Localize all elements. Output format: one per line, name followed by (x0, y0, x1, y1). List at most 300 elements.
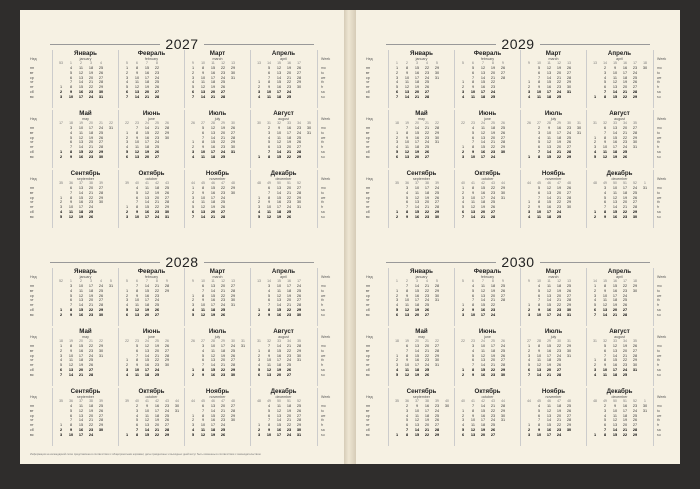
day-cell: 19 (78, 214, 84, 219)
day-cell: 18 (144, 145, 150, 150)
week-number: 42 (481, 181, 485, 185)
day-cell: 7 (267, 75, 271, 80)
day-cell: 31 (164, 214, 170, 219)
week-number: 4 (426, 61, 428, 65)
week-number: 16 (287, 279, 291, 283)
day-cell: 15 (276, 348, 282, 353)
day-cell: 14 (276, 75, 282, 80)
day-cell: 28 (622, 312, 628, 317)
weekday-label-en: th (321, 80, 324, 85)
week-number: 10 (201, 279, 205, 283)
day-cell: 5 (257, 214, 261, 219)
day-cell: 12 (602, 154, 608, 159)
week-number: 38 (89, 181, 93, 185)
day-cell: 21 (210, 214, 216, 219)
day-cell: 26 (566, 408, 572, 413)
weekday-label: ср (30, 75, 34, 80)
day-cell: 20 (556, 190, 562, 195)
weekday-label: сб (30, 428, 34, 432)
month-name-en: january (415, 274, 428, 279)
day-cell: 5 (125, 308, 129, 312)
week-number: 23 (471, 339, 475, 343)
month-march (184, 268, 250, 326)
day-cell: 7 (405, 428, 409, 432)
day-cell: 14 (200, 94, 206, 99)
day-cell: 20 (424, 423, 430, 428)
day-cell: 10 (200, 423, 206, 428)
day-cell: 14 (68, 372, 74, 377)
month-grid (524, 61, 584, 107)
day-cell: 11 (547, 135, 551, 140)
day-cell: 10 (414, 186, 420, 190)
month-february (454, 50, 520, 108)
week-number: 37 (415, 399, 419, 403)
day-cell: 9 (537, 428, 541, 432)
day-cell: 23 (632, 404, 638, 408)
day-cell: 3 (395, 140, 399, 145)
day-cell: 28 (434, 205, 440, 210)
day-cell: 11 (200, 308, 205, 312)
week-number: 18 (633, 279, 637, 283)
day-cell: 24 (424, 363, 430, 368)
day-cell: 2 (461, 85, 465, 90)
weekday-label-en: sa (657, 308, 661, 312)
week-number: 4 (100, 279, 102, 283)
day-cell: 25 (296, 404, 302, 408)
day-cell: 24 (88, 432, 94, 437)
day-cell: 1 (59, 195, 63, 200)
day-cell: 10 (470, 154, 476, 159)
week-number: 17 (297, 279, 301, 283)
day-cell: 6 (537, 413, 541, 418)
day-cell: 30 (230, 70, 236, 75)
weekday-labels (30, 50, 52, 108)
day-cell: 30 (576, 126, 582, 130)
month-name: Сентябрь (406, 170, 437, 177)
day-cell: 2 (267, 126, 271, 130)
day-cell: 29 (230, 186, 236, 190)
quarter-row (30, 110, 338, 168)
day-cell: 30 (164, 210, 170, 214)
day-cell: 3 (59, 205, 63, 210)
week-number: 18 (395, 339, 399, 343)
month-may (52, 328, 118, 386)
day-cell: 12 (546, 186, 552, 190)
day-cell: 8 (537, 80, 541, 85)
day-cell: 7 (69, 303, 73, 308)
weekday-label: вт (30, 408, 34, 413)
day-cell: 20 (490, 358, 496, 363)
day-cell: 22 (490, 186, 496, 190)
week-number: 36 (405, 399, 409, 403)
day-cell: 21 (622, 130, 628, 135)
day-cell: 5 (603, 195, 607, 200)
day-cell: 16 (612, 214, 618, 219)
day-cell: 14 (200, 214, 206, 219)
weekday-label: чт (366, 358, 370, 363)
month-august (586, 328, 652, 386)
day-cell: 23 (424, 135, 430, 140)
day-cell: 11 (145, 186, 149, 190)
day-cell: 30 (566, 308, 572, 312)
month-grid (524, 181, 584, 227)
day-cell: 22 (286, 308, 292, 312)
day-cell: 20 (88, 413, 94, 418)
week-number: 26 (527, 121, 531, 125)
day-cell: 1 (191, 293, 195, 298)
day-cell: 23 (632, 66, 638, 70)
month-july (520, 110, 586, 168)
quarter-row (30, 388, 338, 446)
day-cell: 15 (414, 130, 420, 135)
day-cell: 17 (144, 298, 150, 303)
day-cell: 15 (78, 85, 84, 90)
day-cell: 2 (461, 308, 465, 312)
weekday-label: пт (366, 145, 370, 150)
day-cell: 17 (210, 195, 216, 200)
day-cell: 15 (210, 413, 216, 418)
month-name-en: september (413, 176, 430, 181)
weekday-label-en: mo (657, 404, 662, 408)
month-name-en: june (148, 116, 155, 121)
day-cell: 28 (556, 372, 562, 377)
day-cell: 6 (125, 312, 129, 317)
day-cell: 12 (266, 368, 272, 372)
day-cell: 17 (546, 210, 552, 214)
day-cell: 16 (78, 154, 84, 159)
week-number: 18 (69, 121, 73, 125)
day-cell: 8 (201, 140, 205, 145)
day-cell: 2 (395, 70, 399, 75)
day-cell: 7 (471, 140, 475, 145)
week-number: 3 (90, 61, 92, 65)
day-cell: 15 (210, 368, 216, 372)
day-cell: 31 (566, 353, 572, 358)
weekday-labels (30, 388, 52, 446)
day-cell: 29 (296, 80, 302, 85)
month-december (586, 388, 652, 446)
day-cell: 30 (642, 404, 648, 408)
day-cell: 10 (266, 358, 272, 363)
day-cell: 22 (490, 145, 496, 150)
day-cell: 9 (201, 298, 205, 303)
weekday-label: пт (30, 205, 34, 210)
day-cell: 31 (434, 140, 440, 145)
day-cell: 20 (622, 423, 628, 428)
month-name: Декабрь (606, 170, 633, 177)
weekday-label-en: tu (321, 288, 324, 293)
day-cell: 13 (200, 210, 206, 214)
day-cell: 4 (395, 80, 399, 85)
day-cell: 22 (220, 66, 226, 70)
day-cell: 12 (470, 205, 476, 210)
day-cell: 18 (546, 94, 552, 99)
day-cell: 2 (59, 348, 63, 353)
day-cell: 29 (566, 200, 572, 205)
day-cell: 24 (622, 145, 628, 150)
day-cell: 13 (144, 423, 150, 428)
day-cell: 9 (267, 200, 271, 205)
day-cell: 5 (395, 308, 399, 312)
day-cell: 4 (603, 75, 607, 80)
week-label-en: Week (321, 177, 331, 181)
day-cell: 19 (490, 130, 496, 135)
week-number: 39 (125, 181, 129, 185)
day-cell: 4 (267, 404, 271, 408)
day-cell: 9 (547, 126, 551, 130)
day-cell: 13 (536, 368, 542, 372)
weekday-label-en: sa (321, 150, 325, 154)
day-cell: 7 (135, 284, 139, 288)
week-number: 26 (191, 121, 195, 125)
week-number: 25 (155, 339, 159, 343)
month-grid (122, 61, 182, 107)
week-number: 1 (644, 181, 646, 185)
week-number: 1 (396, 61, 398, 65)
weekday-label-en: we (321, 135, 326, 140)
day-cell: 1 (527, 80, 531, 85)
day-cell: 27 (98, 140, 104, 145)
day-cell: 2 (191, 70, 195, 75)
day-cell: 3 (461, 418, 465, 423)
week-number: 31 (267, 121, 271, 125)
day-cell: 15 (612, 284, 618, 288)
day-cell: 24 (556, 312, 562, 317)
week-number: 52 (297, 181, 301, 185)
day-cell: 8 (471, 408, 475, 413)
day-cell: 5 (201, 353, 205, 358)
week-number: 17 (59, 121, 63, 125)
day-cell: 20 (424, 344, 430, 348)
day-cell: 15 (276, 195, 282, 200)
weekday-label-en: fr (321, 205, 324, 210)
day-cell: 6 (603, 348, 607, 353)
week-number: 39 (435, 399, 439, 403)
weekday-label-en: th (657, 418, 660, 423)
day-cell: 26 (490, 205, 496, 210)
day-cell: 4 (69, 288, 73, 293)
day-cell: 18 (210, 80, 216, 85)
day-cell: 14 (414, 348, 420, 353)
day-cell: 26 (98, 293, 104, 298)
day-cell: 16 (480, 85, 486, 90)
day-cell: 2 (125, 210, 129, 214)
month-april (250, 268, 316, 326)
day-cell: 23 (434, 404, 440, 408)
weekday-label: вт (366, 408, 370, 413)
day-cell: 12 (276, 293, 282, 298)
week-number: 5 (126, 279, 128, 283)
day-cell: 15 (480, 303, 486, 308)
day-cell: 21 (480, 214, 486, 219)
day-cell: 28 (500, 404, 506, 408)
day-cell: 29 (500, 186, 506, 190)
day-cell: 13 (276, 186, 282, 190)
weekday-label: вс (30, 154, 34, 159)
weekday-label: вт (366, 130, 370, 135)
day-cell: 27 (500, 293, 506, 298)
day-cell: 10 (200, 150, 206, 154)
day-cell: 7 (405, 205, 409, 210)
day-cell: 28 (566, 418, 572, 423)
weekday-label-en: fr (657, 85, 660, 90)
day-cell: 20 (490, 70, 496, 75)
day-cell: 12 (404, 85, 410, 90)
month-name: Июль (544, 328, 563, 335)
day-cell: 14 (134, 94, 140, 99)
month-name-en: february (480, 274, 495, 279)
day-cell: 17 (286, 130, 292, 135)
week-number: 35 (395, 181, 399, 185)
day-cell: 26 (632, 80, 638, 85)
day-cell: 12 (404, 150, 410, 154)
day-cell: 19 (612, 154, 618, 159)
day-cell: 11 (200, 428, 205, 432)
day-cell: 7 (201, 408, 205, 413)
day-cell: 23 (622, 140, 628, 145)
week-number: 38 (425, 399, 429, 403)
weekday-label-en: sa (321, 308, 325, 312)
day-cell: 8 (69, 308, 73, 312)
day-cell: 29 (164, 432, 170, 437)
month-name-en: january (79, 56, 92, 61)
month-name: Июль (208, 110, 227, 117)
day-cell: 19 (556, 288, 562, 293)
week-number: 37 (415, 181, 419, 185)
day-cell: 2 (59, 200, 63, 205)
day-cell: 6 (405, 423, 409, 428)
day-cell: 20 (154, 348, 160, 353)
day-cell: 13 (144, 195, 150, 200)
day-cell: 2 (593, 363, 597, 368)
day-cell: 19 (424, 195, 430, 200)
day-cell: 16 (480, 372, 486, 377)
day-cell: 13 (276, 70, 282, 75)
week-label-ru: Нед (366, 177, 373, 181)
day-cell: 4 (59, 358, 63, 363)
day-cell: 21 (546, 372, 552, 377)
day-cell: 23 (286, 200, 292, 205)
day-cell: 24 (230, 344, 236, 348)
month-name: Сентябрь (70, 388, 101, 395)
day-cell: 13 (210, 284, 216, 288)
day-cell: 8 (603, 94, 607, 99)
day-cell: 16 (144, 363, 150, 368)
day-cell: 16 (480, 190, 486, 195)
day-cell: 18 (622, 75, 628, 80)
day-cell: 18 (490, 126, 496, 130)
weekday-label-en: th (657, 140, 660, 145)
day-cell: 27 (98, 298, 104, 303)
day-cell: 4 (191, 154, 195, 159)
day-cell: 12 (134, 308, 140, 312)
day-cell: 8 (267, 154, 271, 159)
day-cell: 19 (556, 66, 562, 70)
day-cell: 3 (59, 94, 63, 99)
day-cell: 29 (434, 130, 440, 135)
day-cell: 19 (622, 344, 628, 348)
day-cell: 3 (125, 75, 129, 80)
day-cell: 3 (405, 408, 409, 413)
week-number: 15 (603, 279, 607, 283)
day-cell: 23 (220, 70, 226, 75)
day-cell: 28 (98, 145, 104, 150)
day-cell: 14 (480, 404, 486, 408)
day-cell: 19 (414, 308, 420, 312)
weekday-labels-en (653, 268, 674, 326)
weekday-label: ср (30, 195, 34, 200)
week-number: 48 (567, 399, 571, 403)
day-cell: 5 (191, 312, 195, 317)
day-cell: 21 (286, 303, 292, 308)
day-cell: 29 (98, 195, 104, 200)
day-cell: 31 (642, 408, 648, 413)
year-title: 2028 (20, 254, 344, 270)
month-may (388, 110, 454, 168)
day-cell: 31 (230, 303, 236, 308)
week-label-en: Week (657, 177, 667, 181)
day-cell: 29 (632, 358, 638, 363)
day-cell: 6 (537, 293, 541, 298)
week-number: 31 (257, 339, 261, 343)
month-grid (590, 399, 650, 445)
day-cell: 28 (164, 284, 170, 288)
day-cell: 7 (537, 195, 541, 200)
month-august (250, 328, 316, 386)
month-july (184, 328, 250, 386)
day-cell: 11 (602, 372, 607, 377)
day-cell: 23 (154, 210, 160, 214)
day-cell: 22 (286, 80, 292, 85)
month-name: Январь (74, 50, 97, 57)
day-cell: 23 (220, 298, 226, 303)
day-cell: 17 (424, 186, 430, 190)
month-name-en: december (611, 394, 628, 399)
day-cell: 30 (566, 348, 572, 353)
day-cell: 26 (164, 418, 170, 423)
weekday-label-en: fr (321, 303, 324, 308)
day-cell: 29 (566, 154, 572, 159)
day-cell: 24 (154, 368, 160, 372)
month-name: Март (209, 50, 226, 57)
day-cell: 13 (480, 358, 486, 363)
day-cell: 12 (480, 66, 486, 70)
day-cell: 20 (144, 312, 150, 317)
weekday-labels-en (653, 50, 674, 108)
week-label-en: Week (657, 335, 667, 339)
day-cell: 24 (424, 75, 430, 80)
weekday-label-en: we (657, 135, 662, 140)
day-cell: 18 (210, 200, 216, 205)
month-january (388, 50, 454, 108)
day-cell: 16 (546, 205, 552, 210)
week-number: 1 (70, 279, 72, 283)
day-cell: 27 (230, 130, 236, 135)
day-cell: 20 (88, 186, 94, 190)
day-cell: 14 (546, 150, 552, 154)
weekday-label-en: sa (657, 150, 661, 154)
day-cell: 24 (286, 358, 292, 363)
day-cell: 25 (632, 413, 638, 418)
week-number: 2 (406, 61, 408, 65)
day-cell: 19 (220, 353, 226, 358)
day-cell: 31 (434, 363, 440, 368)
day-cell: 13 (78, 75, 84, 80)
week-number: 44 (191, 181, 195, 185)
day-cell: 11 (201, 200, 205, 205)
week-number: 38 (89, 399, 93, 403)
day-cell: 28 (500, 140, 506, 145)
